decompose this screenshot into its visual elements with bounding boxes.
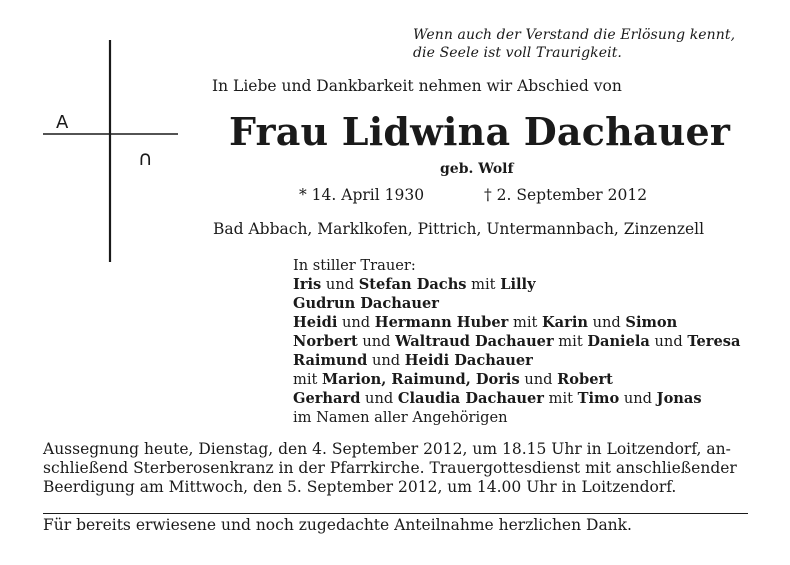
mourner-name: Simon	[625, 314, 678, 331]
deceased-name: Frau Lidwina Dachauer	[229, 109, 731, 154]
mourner-connector: mit	[544, 390, 578, 407]
mourner-name: Waltraud Dachauer	[395, 333, 554, 350]
places-list: Bad Abbach, Marklkofen, Pittrich, Untermannbach, Zinzenzell	[213, 220, 705, 238]
mourner-connector: mit	[293, 371, 323, 388]
mourner-name: Gudrun Dachauer	[293, 295, 439, 312]
mourner-name: Jonas	[656, 390, 702, 407]
mourner-name: Heidi	[293, 314, 338, 331]
mourner-name: Lilly	[500, 276, 536, 293]
mourner-connector: und	[587, 314, 626, 331]
mourner-line	[293, 408, 740, 427]
mourner-name: Robert	[557, 371, 613, 388]
birth-name: geb. Wolf	[440, 161, 514, 177]
mourner-connector: und	[360, 390, 398, 407]
intro-text: In Liebe und Dankbarkeit nehmen wir Abschied von	[212, 77, 622, 95]
mourner-connector: und	[519, 371, 558, 388]
funeral-line: Aussegnung heute, Dienstag, den 4. September 2012, um 18.15 Uhr in Loitzendorf, an-	[43, 440, 731, 458]
mourner-line	[293, 332, 740, 351]
mourner-name: Iris	[293, 276, 322, 293]
funeral-line: schließend Sterberosenkranz in der Pfarrkirche. Trauergottesdienst mit anschließender	[43, 459, 737, 477]
mourner-line	[293, 370, 740, 389]
mourner-name: Hermann Huber	[374, 314, 509, 331]
mourners-block	[293, 256, 740, 427]
motto-line: Wenn auch der Verstand die Erlösung kennt,	[413, 27, 736, 43]
funeral-details	[43, 440, 748, 497]
mourner-name: Karin	[542, 314, 588, 331]
motto-line: die Seele ist voll Traurigkeit.	[413, 45, 622, 61]
mourner-name: Timo	[577, 390, 620, 407]
mourner-connector: und	[357, 333, 396, 350]
mourner-name: Daniela	[587, 333, 650, 350]
mourner-name: Raimund	[293, 352, 368, 369]
alpha-symbol: A	[56, 112, 69, 133]
mourner-name: Claudia Dachauer	[397, 390, 544, 407]
mourners-heading: In stiller Trauer:	[293, 257, 416, 274]
mourner-lines	[293, 275, 740, 427]
death-date: † 2. September 2012	[484, 186, 648, 204]
mourner-name: Heidi Dachauer	[404, 352, 533, 369]
mourner-connector: und	[367, 352, 405, 369]
mourner-connector: und	[337, 314, 375, 331]
mourner-name: Stefan Dachs	[358, 276, 467, 293]
mourner-connector: und	[649, 333, 688, 350]
mourner-name: Marion, Raimund, Doris	[322, 371, 520, 388]
mourner-name: Gerhard	[293, 390, 361, 407]
mourner-connector: mit	[553, 333, 588, 350]
divider	[43, 513, 748, 514]
funeral-line: Beerdigung am Mittwoch, den 5. September 2012, um 14.00 Uhr in Loitzendorf.	[43, 478, 677, 496]
mourner-connector: im Namen aller Angehörigen	[293, 409, 508, 426]
mourner-connector: und	[619, 390, 657, 407]
omega-symbol: ∩	[138, 146, 153, 170]
mourner-line	[293, 389, 740, 408]
mourner-name: Teresa	[687, 333, 741, 350]
mourner-line	[293, 294, 740, 313]
birth-date: * 14. April 1930	[299, 186, 425, 204]
mourner-name: Norbert	[293, 333, 358, 350]
mourner-line	[293, 313, 740, 332]
motto-quote	[413, 26, 753, 62]
mourner-line	[293, 351, 740, 370]
mourner-connector: und	[321, 276, 359, 293]
mourner-connector: mit	[508, 314, 542, 331]
mourner-connector: mit	[466, 276, 501, 293]
thanks-text: Für bereits erwiesene und noch zugedachte Anteilnahme herzlichen Dank.	[43, 516, 632, 534]
mourner-line	[293, 275, 740, 294]
